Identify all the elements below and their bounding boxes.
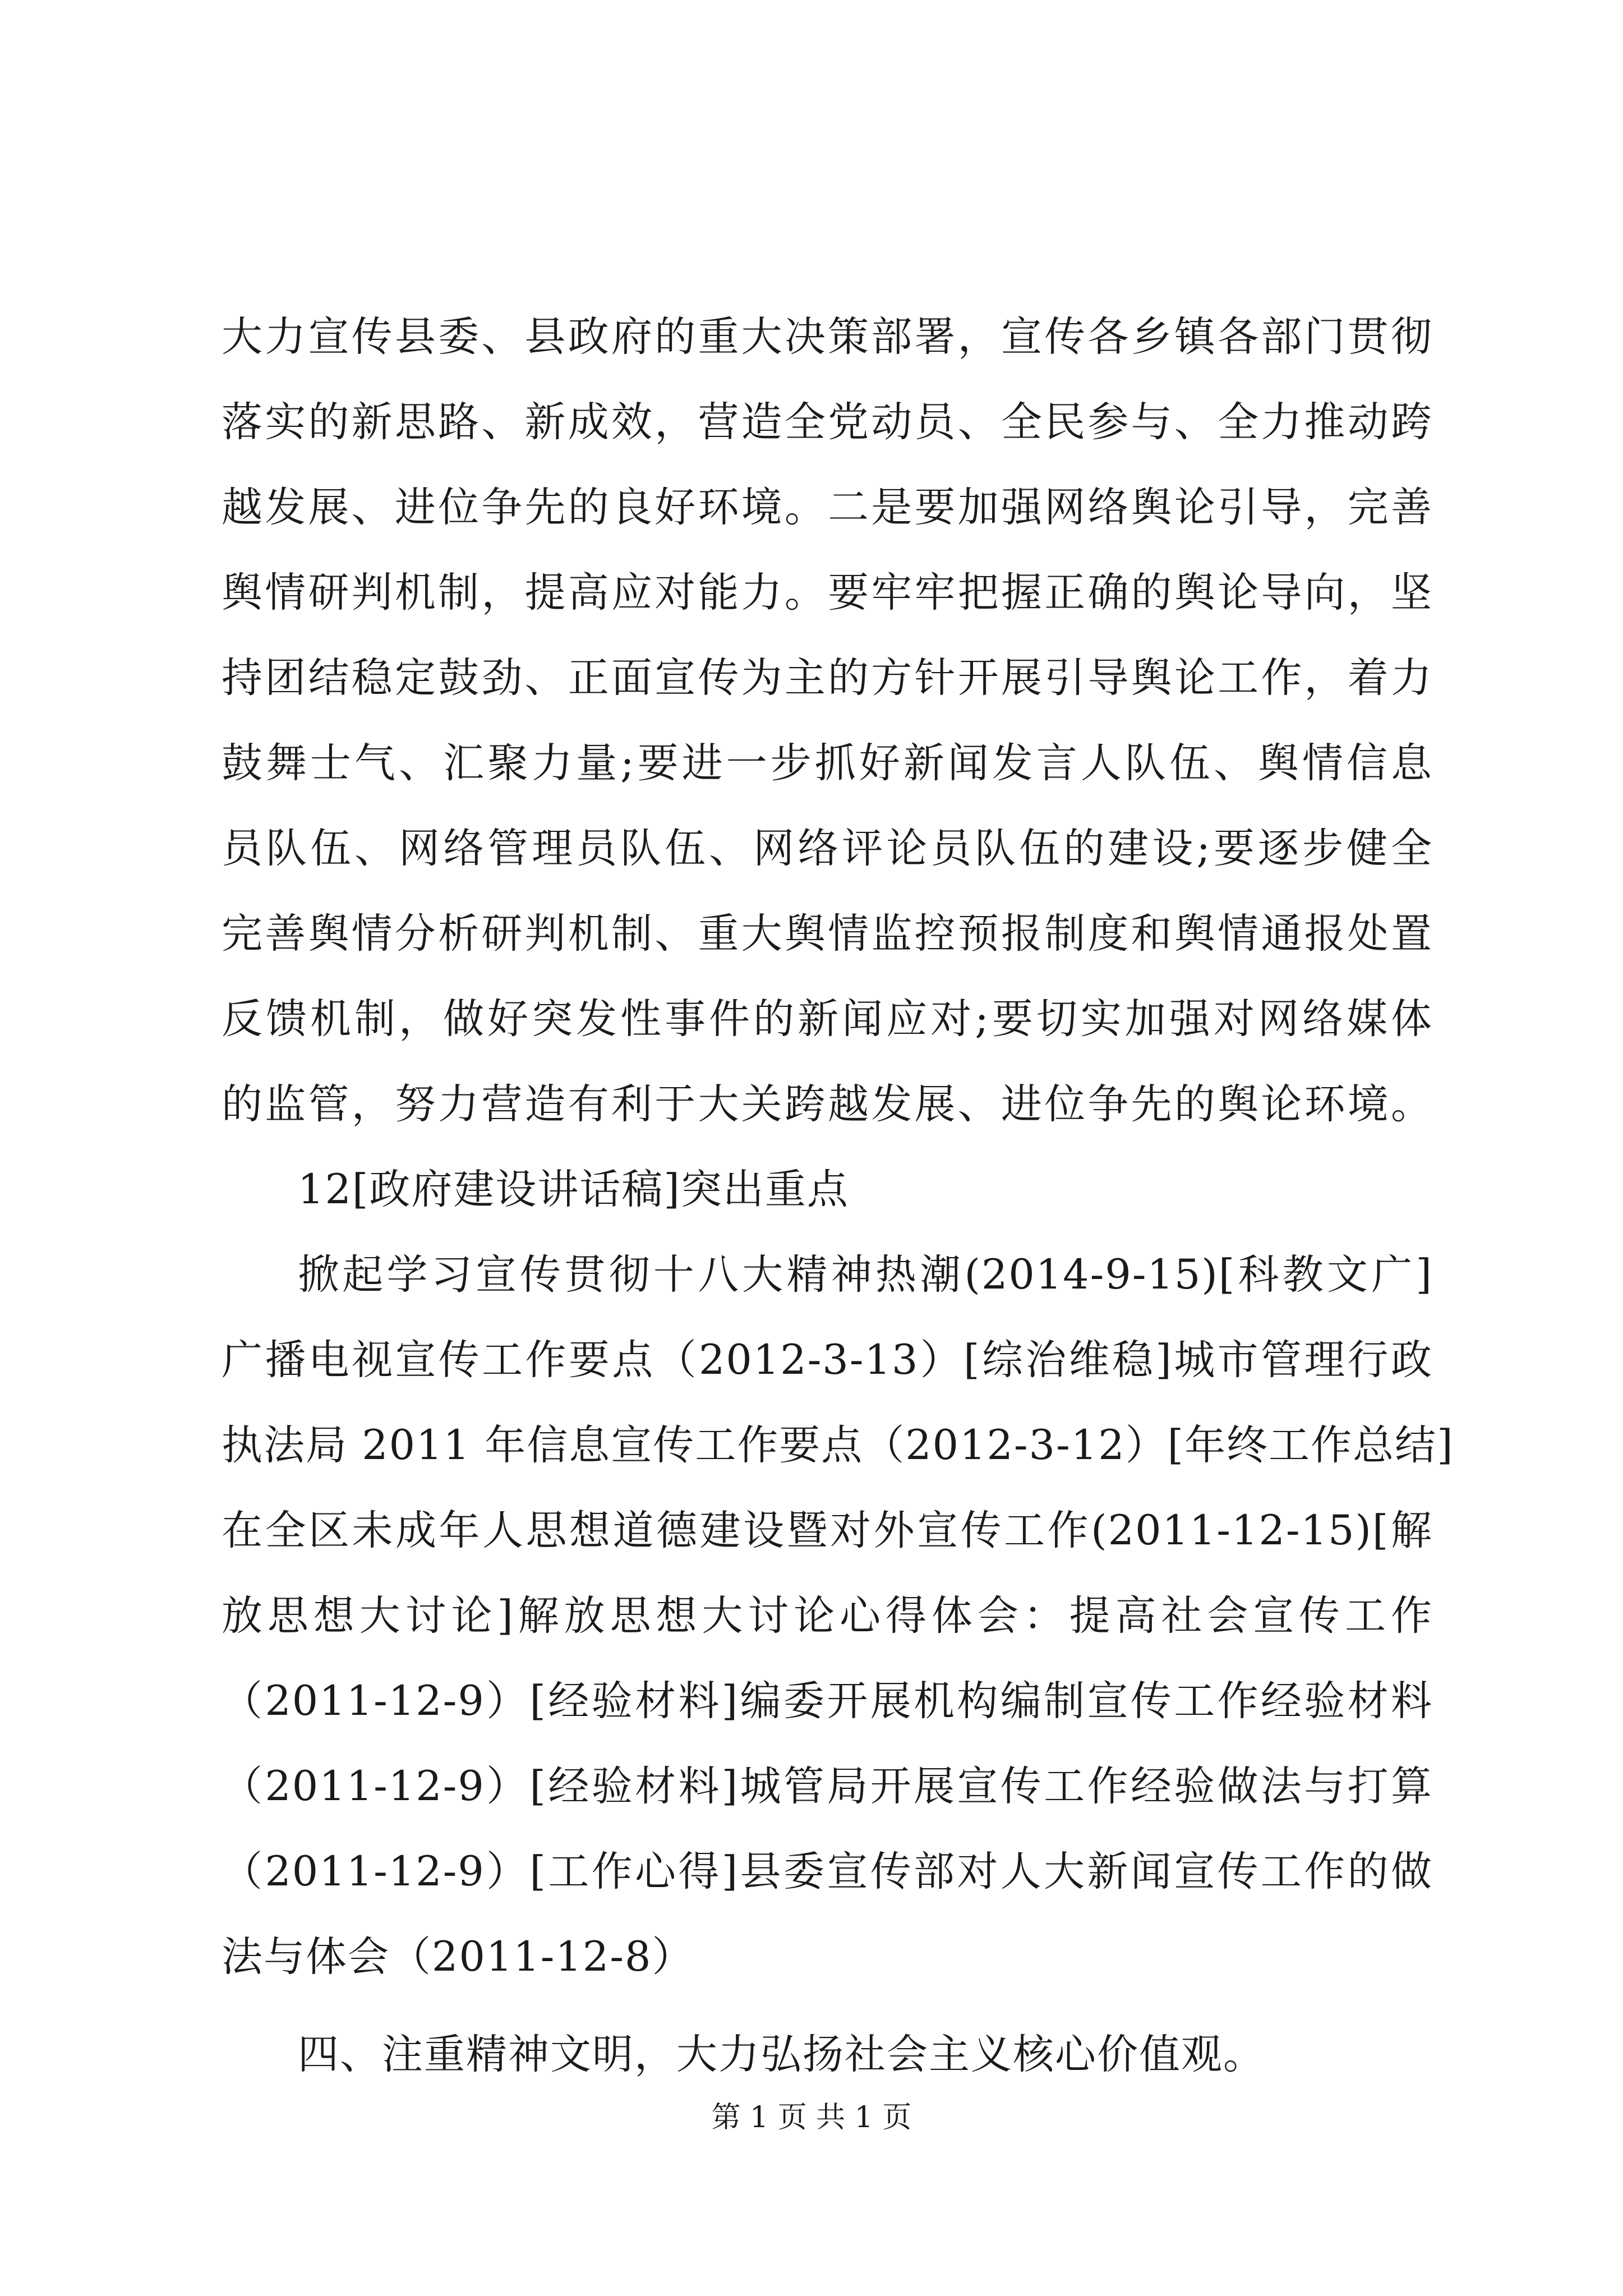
paragraph-line: 鼓舞士气、汇聚力量;要进一步抓好新闻发言人队伍、舆情信息 [222,739,1433,787]
paragraph-line: 在全区未成年人思想道德建设暨对外宣传工作(2011-12-15)[解 [222,1507,1433,1554]
paragraph-line: 广播电视宣传工作要点（2012-3-13）[综治维稳]城市管理行政 [222,1336,1433,1384]
paragraph-line: 法与体会（2011-12-8） [222,1933,694,1981]
paragraph-line: 反馈机制，做好突发性事件的新闻应对;要切实加强对网络媒体 [222,995,1433,1043]
section-heading: 四、注重精神文明，大力弘扬社会主义核心价值观。 [298,2031,1265,2078]
page-footer: 第 1 页 共 1 页 [711,2101,912,2134]
paragraph-line: 完善舆情分析研判机制、重大舆情监控预报制度和舆情通报处置 [222,910,1433,958]
paragraph-line: 掀起学习宣传贯彻十八大精神热潮(2014-9-15)[科教文广] [298,1251,1433,1299]
paragraph-line: 持团结稳定鼓劲、正面宣传为主的方针开展引导舆论工作，着力 [222,654,1433,702]
paragraph-line: 落实的新思路、新成效，营造全党动员、全民参与、全力推动跨 [222,398,1433,446]
paragraph-line: 越发展、进位争先的良好环境。二是要加强网络舆论引导，完善 [222,484,1433,531]
section-heading: 12[政府建设讲话稿]突出重点 [298,1166,849,1213]
paragraph-line: （2011-12-9）[经验材料]编委开展机构编制宣传工作经验材料 [222,1677,1433,1725]
paragraph-line: 大力宣传县委、县政府的重大决策部署，宣传各乡镇各部门贯彻 [222,313,1433,361]
paragraph-line: （2011-12-9）[经验材料]城管局开展宣传工作经验做法与打算 [222,1763,1433,1810]
paragraph-line: （2011-12-9）[工作心得]县委宣传部对人大新闻宣传工作的做 [222,1848,1433,1895]
paragraph-line: 的监管，努力营造有利于大关跨越发展、进位争先的舆论环境。 [222,1080,1433,1128]
paragraph-line: 舆情研判机制，提高应对能力。要牢牢把握正确的舆论导向，坚 [222,569,1433,616]
paragraph-line: 员队伍、网络管理员队伍、网络评论员队伍的建设;要逐步健全 [222,825,1433,872]
paragraph-line: 执法局 2011 年信息宣传工作要点（2012-3-12）[年终工作总结] [222,1421,1454,1469]
paragraph-line: 放思想大讨论]解放思想大讨论心得体会：提高社会宣传工作 [222,1592,1433,1640]
